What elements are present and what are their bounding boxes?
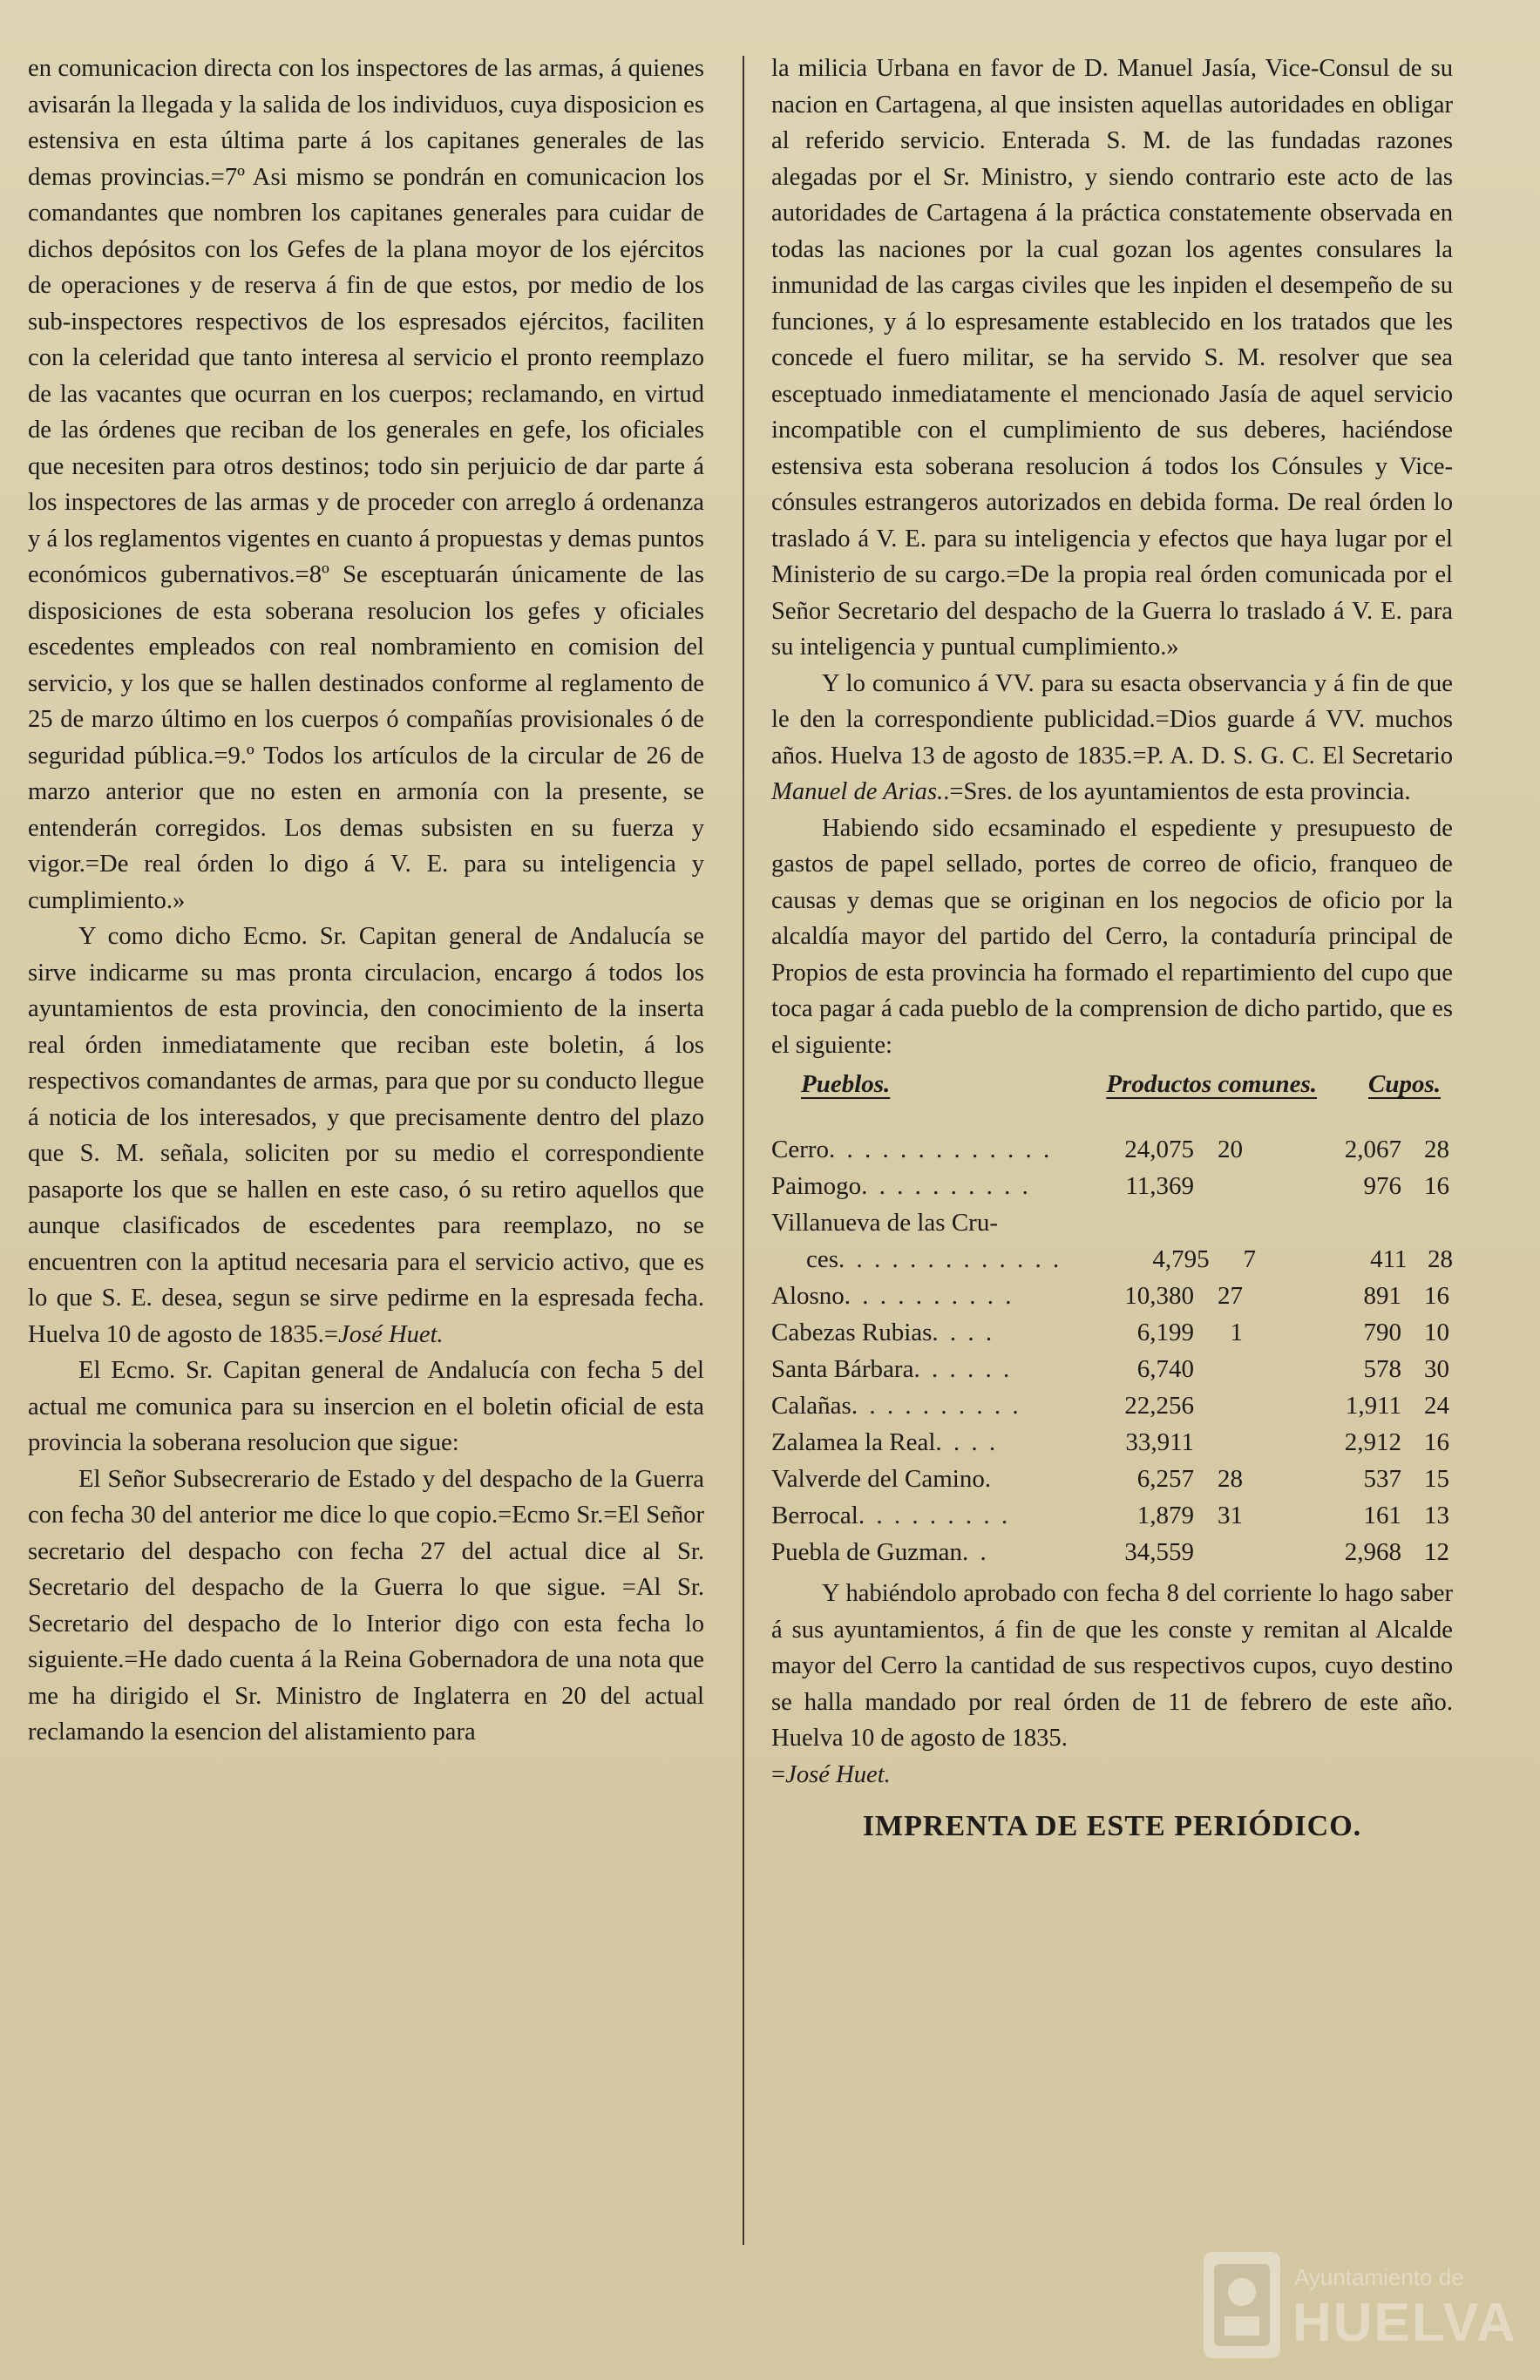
cupo-frac: 30 (1424, 1355, 1449, 1383)
pueblo-name-text: Paimogo (771, 1172, 862, 1200)
productos-int: 10,380 (1124, 1282, 1194, 1310)
cupo-frac: 16 (1424, 1282, 1449, 1310)
table-row (771, 1351, 1453, 1387)
right-paragraph-3: Habiendo sido ecsaminado el espediente y presupuesto de gastos de papel sellado, portes de correo de oficio, franqueo de causas y demas que se originan en los negocios de oficio por la alcaldía mayor del partido del Cerro, la contaduría principal de Propios de esta provincia ha formado el repartimiento del cupo que toca pagar á cada pueblo de la comprension de dicho partido, que es el siguiente: (771, 814, 1453, 1059)
productos-frac (1194, 1351, 1243, 1387)
pueblo-name-text: Valverde del Camino (771, 1465, 985, 1493)
pueblo-name-text: ces (806, 1245, 839, 1273)
cupo-int (1339, 1204, 1401, 1241)
cupo-frac: 16 (1424, 1428, 1449, 1456)
productos-int: 6,257 (1136, 1465, 1194, 1493)
right-paragraph-1: la milicia Urbana en favor de D. Manuel Jasía, Vice-Consul de su nacion en Cartagena, al que insisten aquellas autoridades en obligar al referido servicio. Enterada S. M. de las fundadas razones alegadas por el Sr. Ministro, y siendo contrario este acto de las autoridades de Cartagena á la práctica constatemente observada en todas las naciones por la cual gozan los agentes consulares la inmunidad de las cargas civiles que les inpiden el desempeño de su funciones, y á lo espresamente establecido en los tratados que les concede el fuero militar, se ha servido S. M. resolver que sea esceptuado inmediatamente el mencionado Jasía de aquel servicio incompatible con el cumplimiento de sus deberes, haciéndose estensiva esta soberana resolucion á todos los Cónsules y Vice-cónsules estrangeros autorizados en debida forma. De real órden lo traslado á V. E. para su inteligencia y efectos que haya lugar por el Ministerio de su cargo.=De la propia real órden comunicada por el Señor Secretario del despacho de la Guerra lo traslado á V. E. para su inteligencia y puntual cumplimiento.» (771, 55, 1453, 661)
column-spacer (1243, 1204, 1339, 1241)
header-pueblos: Pueblos. (801, 1070, 891, 1098)
productos-int: 24,075 (1124, 1136, 1194, 1163)
productos-int (1081, 1204, 1194, 1241)
productos-frac: 27 (1218, 1282, 1243, 1310)
leader-dots: . . . . . . . . . (858, 1502, 1011, 1529)
cupo-frac: 15 (1424, 1465, 1449, 1493)
productos-int: 6,199 (1136, 1319, 1194, 1346)
productos-frac (1194, 1168, 1243, 1204)
leader-dots: . . . . (932, 1319, 995, 1346)
productos-int: 6,740 (1136, 1355, 1194, 1383)
cupo-frac: 13 (1424, 1502, 1449, 1529)
leader-dots: . . . . . . . . . . (844, 1282, 1014, 1310)
pueblo-name (771, 1314, 1081, 1351)
table-row (771, 1497, 1453, 1534)
huelva-watermark (1198, 2248, 1517, 2362)
cupos-table-header (771, 1065, 1453, 1103)
table-row (771, 1534, 1453, 1570)
productos-frac: 28 (1218, 1465, 1243, 1493)
cupo-frac: 12 (1424, 1538, 1449, 1566)
productos-int: 11,369 (1125, 1172, 1194, 1200)
productos-int: 33,911 (1125, 1428, 1194, 1456)
productos-int: 1,879 (1136, 1502, 1194, 1529)
signature-2-prefix: = (771, 1760, 786, 1788)
leader-dots: . (984, 1465, 994, 1493)
pueblo-name (771, 1241, 1102, 1278)
pueblo-name (771, 1351, 1081, 1387)
column-spacer (1243, 1168, 1339, 1204)
leader-dots: . . . . . . (913, 1355, 1013, 1383)
cupo-int: 411 (1370, 1245, 1408, 1273)
pueblo-name (771, 1387, 1081, 1424)
productos-frac (1194, 1387, 1243, 1424)
column-spacer (1243, 1131, 1339, 1168)
table-row (771, 1387, 1453, 1424)
cupo-int: 1,911 (1345, 1392, 1401, 1420)
leader-dots: . . . . . . . . . . (851, 1392, 1021, 1420)
pueblo-name (771, 1168, 1081, 1204)
leader-dots: . . . . . . . . . . . . . (838, 1245, 1062, 1273)
productos-int: 4,795 (1152, 1245, 1210, 1273)
left-paragraph-4: El Señor Subsecrerario de Estado y del despacho de la Guerra con fecha 30 del anterior me dice lo que copio.=Ecmo Sr.=El Señor secretario del despacho con fecha 27 del actual dice al Sr. Secretario del despacho de la Guerra lo que sigue. =Al Sr. Secretario del despacho de lo Interior digo con esta fecha lo siguiente.=He dado cuenta á la Reina Gobernadora de una nota que me ha dirigido el Sr. Ministro de Inglaterra en 20 del actual reclamando la esencion del alistamiento para (28, 1465, 704, 1746)
watermark-top-text: Ayuntamiento de (1294, 2264, 1464, 2290)
left-paragraph-1: en comunicacion directa con los inspectores de las armas, á quienes avisarán la llegada y la salida de los individuos, cuya disposicion es estensiva en esta última parte á los capitanes generales de las demas provincias.=7º Asi mismo se pondrán en comunicacion los comandantes que nombren los capitanes generales para cuidar de dichos depósitos con los Gefes de la plana moyor de los ejércitos de operaciones y de reserva á fin de que estos, por medio de los sub-inspectores respectivos de los espresados ejércitos, faciliten con la celeridad que tanto interesa al servicio el pronto reemplazo de las vacantes que ocurran en los cuerpos; reclamando, en virtud de las órdenes que reciban de los generales en gefe, los oficiales que necesiten para otros destinos; todo sin perjuicio de dar parte á los inspectores de las armas y de proceder con arreglo á ordenanza y á los reglamentos vigentes en cuanto á propuestas y demas puntos económicos gubernativos.=8º Se esceptuarán únicamente de las disposiciones de esta soberana resolucion los gefes y oficiales escedentes empleados con real nombramiento en comision del servicio, y los que se hallen destinados conforme al reglamento de 25 de marzo último en los cuerpos ó compañías provisionales ó de seguridad pública.=9.º Todos los artículos de la circular de 26 de marzo anterior que no esten en armonía con la presente, se entenderán corregidos. Los demas subsisten en su fuerza y vigor.=De real órden lo digo á V. E. para su inteligencia y cumplimiento.» (28, 55, 704, 914)
leader-dots: . . . . (935, 1428, 999, 1456)
right-paragraph-4 (771, 1576, 1453, 1757)
cupo-int: 2,067 (1344, 1136, 1401, 1163)
leader-dots: . . . . . . . . . . (861, 1172, 1031, 1200)
cupo-frac (1401, 1204, 1449, 1241)
right-paragraph-2-text: Y lo comunico á VV. para su esacta observancia y á fin de que le den la correspondiente publicidad.=Dios guarde á VV. muchos años. Huelva 13 de agosto de 1835.=P. A. D. S. G. C. El Secretario (771, 669, 1453, 770)
pueblo-name (771, 1424, 1081, 1461)
pueblo-name-text: Santa Bárbara (771, 1355, 914, 1383)
signature-jose-huet-2: José Huet. (785, 1760, 891, 1788)
productos-frac (1194, 1204, 1243, 1241)
productos-int: 22,256 (1124, 1392, 1194, 1420)
productos-frac (1194, 1534, 1243, 1570)
cupo-frac: 28 (1428, 1245, 1453, 1273)
column-spacer (1256, 1241, 1347, 1278)
crest-icon (1198, 2248, 1286, 2362)
productos-int: 34,559 (1124, 1538, 1194, 1566)
pueblo-name (771, 1131, 1081, 1168)
productos-frac (1194, 1424, 1243, 1461)
right-paragraph-4-text: Y habiéndolo aprobado con fecha 8 del corriente lo hago saber á sus ayuntamientos, á fin de que les conste y remitan al Alcalde mayor del Cerro la cantidad de sus respectivos cupos, cuyo destino se halla mandado por real órden de 11 de febrero de este año. Huelva 10 de agosto de 1835. (771, 1580, 1453, 1752)
left-paragraph-3: El Ecmo. Sr. Capitan general de Andalucía con fecha 5 del actual me comunica para su insercion en el boletin oficial de esta provincia la soberana resolucion que sigue: (28, 1357, 704, 1456)
pueblo-name (771, 1461, 1081, 1497)
table-gap (771, 1103, 1453, 1131)
column-divider (743, 56, 744, 2245)
pueblo-name-text: Cabezas Rubias (771, 1319, 933, 1346)
secretary-name: Manuel de Arias. (771, 778, 944, 805)
left-paragraph-2-text: Y como dicho Ecmo. Sr. Capitan general de Andalucía se sirve indicarme su mas pronta circulacion, encargo á todos los ayuntamientos de esta provincia, den conocimiento de la inserta real órden inmediatamente que reciban este boletin, á los respectivos comandantes de armas, para que por su conducto llegue á noticia de los interesados, y que precisamente dentro del plazo que S. M. señala, soliciten por su medio el correspondiente pasaporte los que se hallen en este caso, ó su retiro aquellos que aunque clasificados de escedentes para reemplazo, no se encuentren con la aptitud necesaria para el servicio activo, que es lo que S. E. desea, segun se sirve pedirme en la espresada fecha. Huelva 10 de agosto de 1835.= (28, 923, 704, 1348)
table-row (771, 1424, 1453, 1461)
column-spacer (1243, 1351, 1339, 1387)
table-row (771, 1278, 1453, 1314)
pueblo-name-text: Cerro (771, 1136, 830, 1163)
cupo-frac: 16 (1424, 1172, 1449, 1200)
cupo-int: 2,912 (1344, 1428, 1401, 1456)
productos-frac: 7 (1243, 1245, 1256, 1273)
signature-jose-huet-1: José Huet. (338, 1320, 444, 1348)
cupo-int: 537 (1363, 1465, 1401, 1493)
pueblo-name-text: Calañas (771, 1392, 851, 1420)
pueblo-name (771, 1204, 1081, 1241)
pueblo-name-text: Zalamea la Real (771, 1428, 936, 1456)
pueblo-name-text: Alosno (771, 1282, 845, 1310)
table-row (771, 1131, 1453, 1168)
table-row (771, 1314, 1453, 1351)
column-spacer (1243, 1497, 1339, 1534)
column-spacer (1243, 1278, 1339, 1314)
cupos-table-body (771, 1131, 1453, 1570)
table-row (771, 1241, 1453, 1278)
cupo-int: 891 (1363, 1282, 1401, 1310)
pueblo-name (771, 1278, 1081, 1314)
cupo-int: 578 (1363, 1355, 1401, 1383)
left-paragraph-2 (28, 919, 704, 1353)
cupo-int: 790 (1363, 1319, 1401, 1346)
productos-frac: 1 (1230, 1319, 1243, 1346)
right-column (771, 51, 1453, 1845)
cupo-int: 161 (1363, 1502, 1401, 1529)
header-cupos: Cupos. (1367, 1070, 1441, 1098)
right-paragraph-2 (771, 666, 1453, 810)
secretary-tail: .=Sres. de los ayuntamientos de esta provincia. (943, 778, 1411, 805)
pueblo-name-text: Puebla de Guzman (771, 1538, 963, 1566)
leader-dots: . . (962, 1538, 989, 1566)
cupo-frac: 28 (1424, 1136, 1449, 1163)
productos-frac: 31 (1218, 1502, 1243, 1529)
column-spacer (1243, 1314, 1339, 1351)
left-column (28, 51, 704, 1751)
column-spacer (1243, 1387, 1339, 1424)
watermark-main-text: HUELVA (1292, 2293, 1517, 2353)
leader-dots: . . . . . . . . . . . . . (829, 1136, 1053, 1163)
cupo-frac: 10 (1424, 1319, 1449, 1346)
table-row (771, 1461, 1453, 1497)
signature-line-2 (771, 1757, 1453, 1793)
imprenta-footer: IMPRENTA DE ESTE PERIÓDICO. (862, 1810, 1362, 1842)
cupo-frac: 24 (1424, 1392, 1449, 1420)
pueblo-name (771, 1534, 1081, 1570)
table-row (771, 1168, 1453, 1204)
column-spacer (1243, 1461, 1339, 1497)
pueblo-name-text: Villanueva de las Cru- (771, 1209, 998, 1237)
column-spacer (1243, 1534, 1339, 1570)
cupo-int: 976 (1363, 1172, 1401, 1200)
column-spacer (1243, 1424, 1339, 1461)
pueblo-name (771, 1497, 1081, 1534)
pueblo-name-text: Berrocal (771, 1502, 858, 1529)
header-productos: Productos comunes. (1106, 1070, 1317, 1098)
cupo-int: 2,968 (1344, 1538, 1401, 1566)
productos-frac: 20 (1218, 1136, 1243, 1163)
table-row (771, 1204, 1453, 1241)
